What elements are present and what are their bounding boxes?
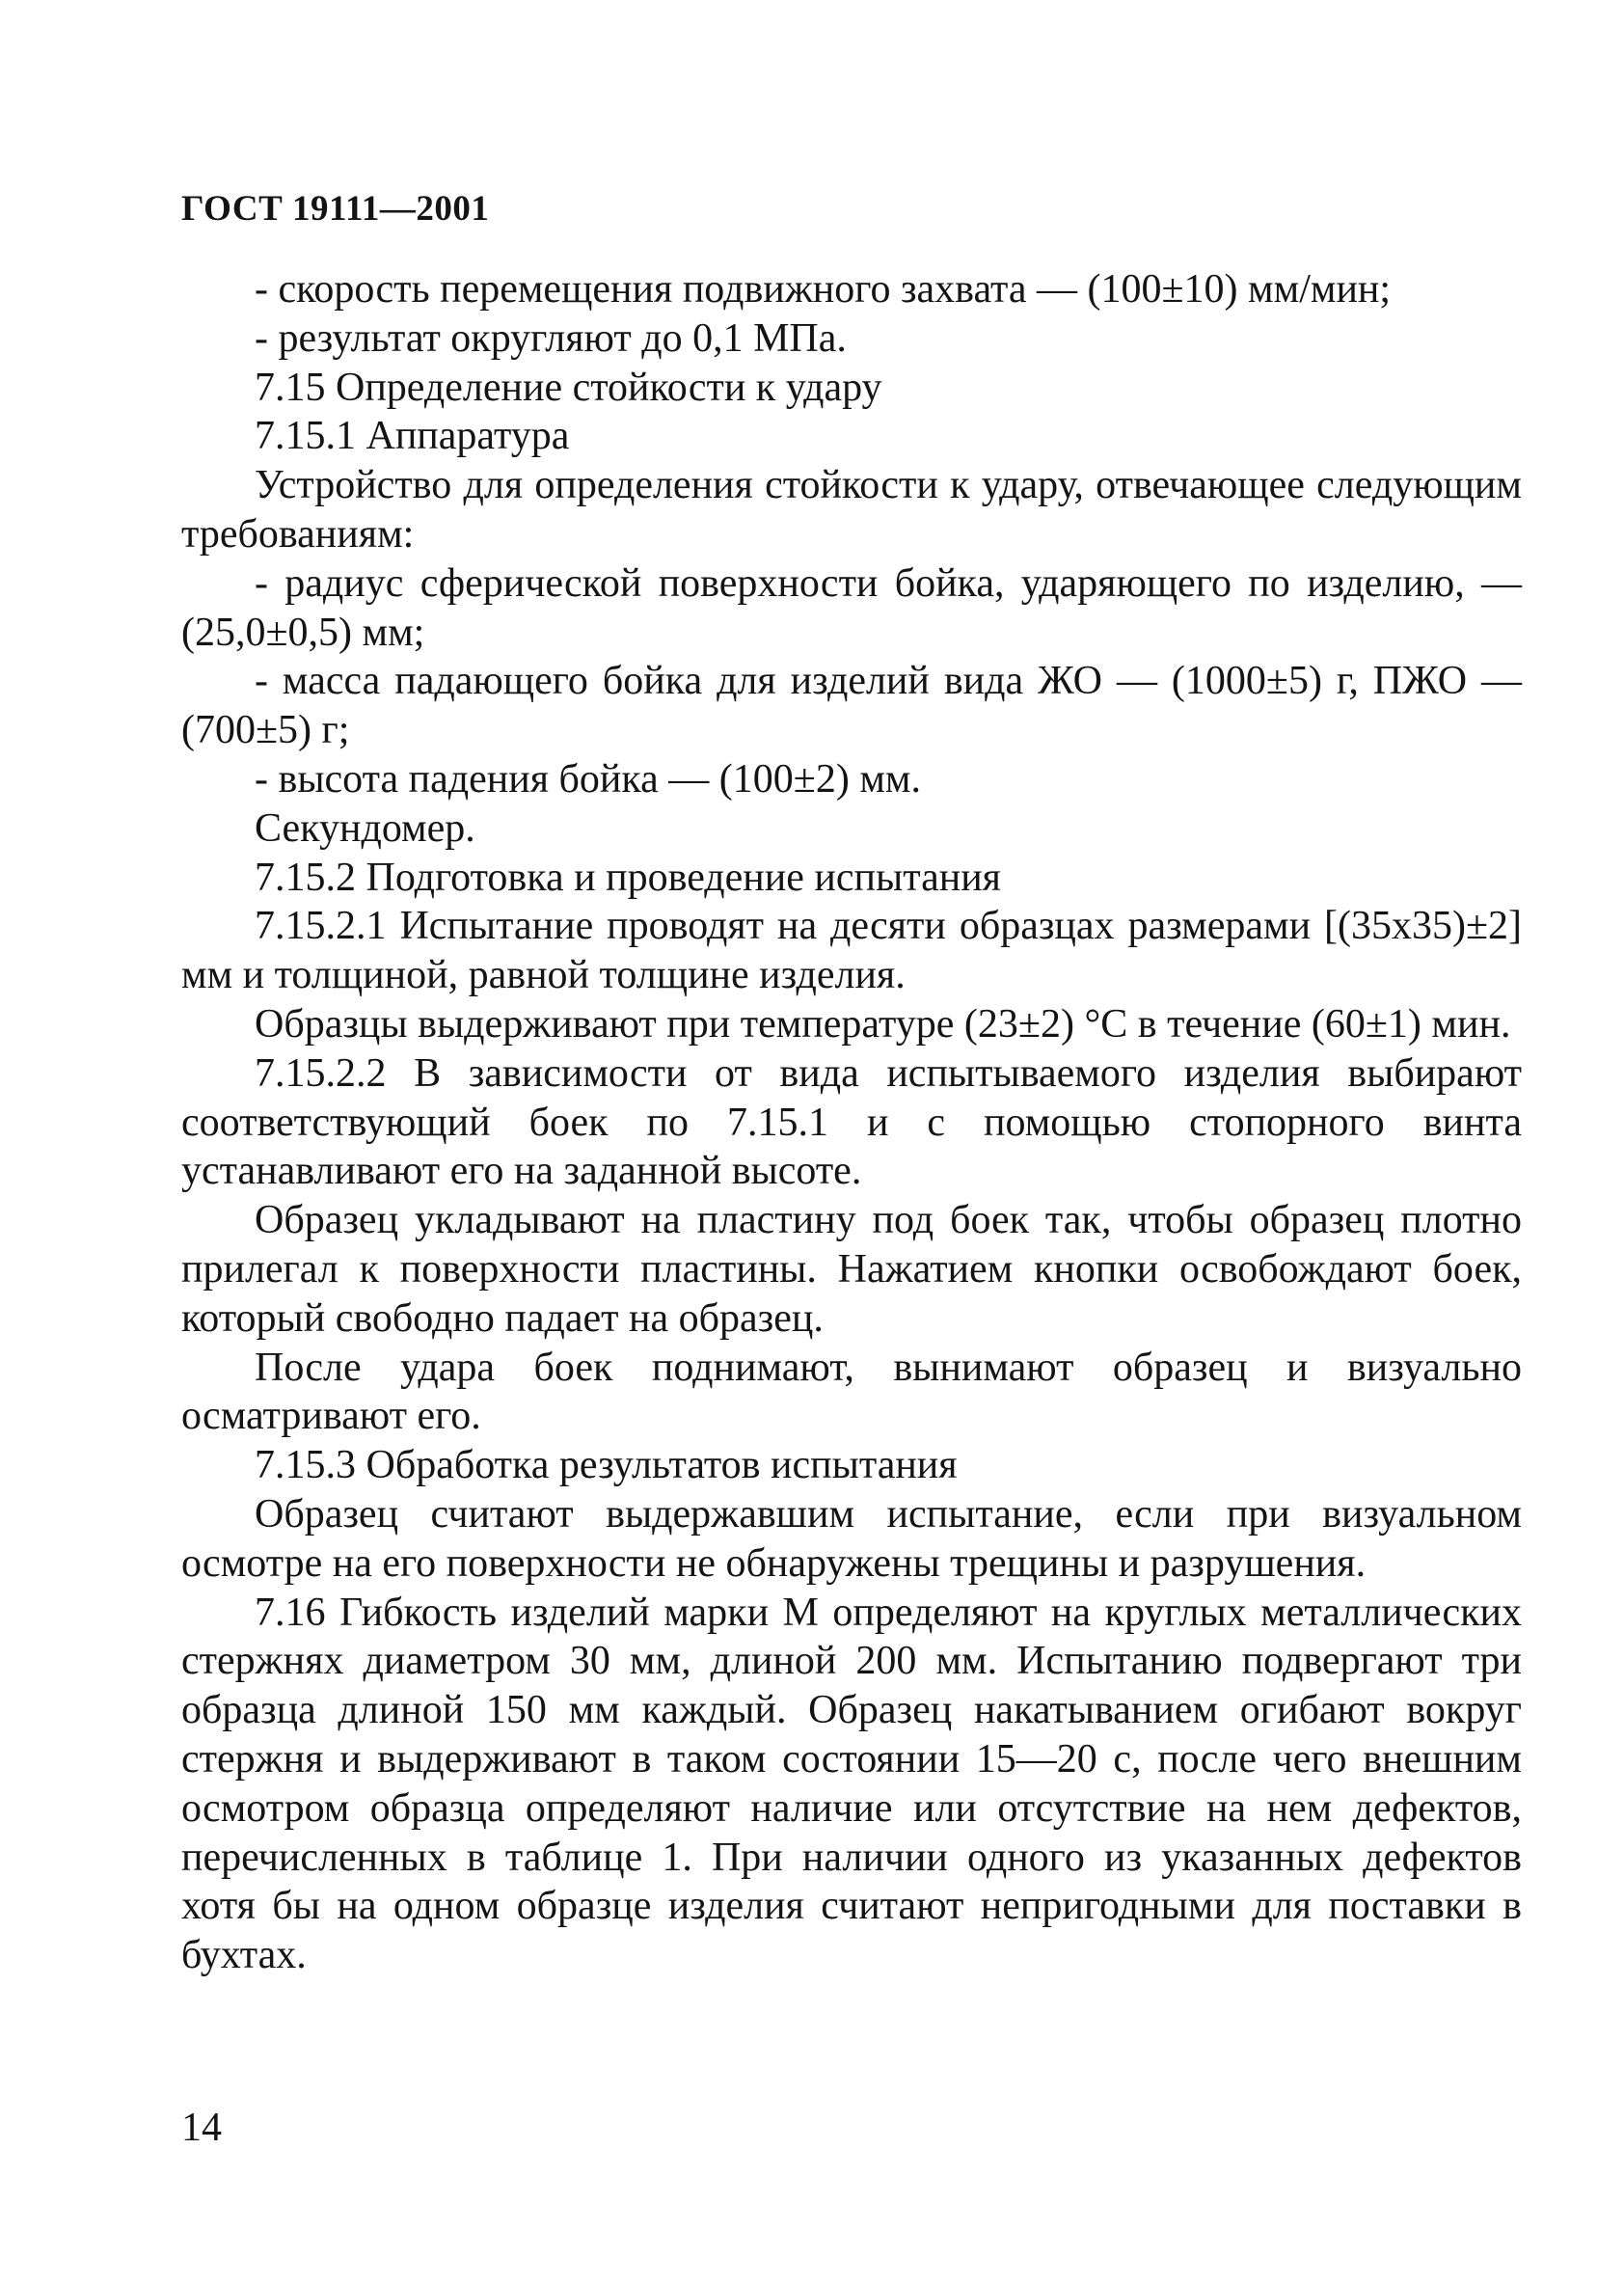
paragraph: - радиус сферической поверхности бойка, ударяющего по изделию, — (25,0±0,5) мм;	[181, 560, 1522, 655]
paragraph: 7.15.2.1 Испытание проводят на десяти образцах размерами [(35x35)±2] мм и толщиной, равной толщине изделия.	[181, 904, 1522, 998]
paragraph: Образец укладывают на пластину под боек так, чтобы образец плотно прилегал к поверхности пластины. Нажатием кнопки освобождают боек, который свободно падает на образец.	[181, 1198, 1522, 1341]
paragraph: - высота падения бойка — (100±2) мм.	[255, 756, 921, 802]
paragraph: Устройство для определения стойкости к удару, отвечающее следующим требованиям:	[181, 463, 1522, 557]
paragraph: - скорость перемещения подвижного захвата — (100±10) мм/мин;	[255, 267, 1392, 312]
paragraph: 7.16 Гибкость изделий марки М определяют на круглых металлических стержнях диаметром 30 мм, длиной 200 мм. Испытанию подвергают три образца длиной 150 мм каждый. Образец накатыванием огибают вокруг стержня и выдерживают в таком состоянии 15—20 с, после чего внешним осмотром образца определяют наличие или отсутствие на нем дефектов, перечисленных в таблице 1. При наличии одного из указанных дефектов хотя бы на одном образце изделия считают непригодными для поставки в бухтах.	[181, 1590, 1522, 1978]
document-body	[181, 265, 1522, 1980]
paragraph: 7.15.2.2 В зависимости от вида испытываемого изделия выбирают соответствующий боек по 7.15.1 и с помощью стопорного винта устанавливают его на заданной высоте.	[181, 1050, 1522, 1194]
paragraph: - результат округляют до 0,1 МПа.	[255, 315, 847, 361]
page-number: 14	[181, 2106, 222, 2150]
paragraph: - масса падающего бойка для изделий вида ЖО — (1000±5) г, ПЖО — (700±5) г;	[181, 659, 1522, 753]
section-heading: 7.15.3 Обработка результатов испытания	[255, 1443, 958, 1488]
paragraph: После удара боек поднимают, вынимают образец и визуально осматривают его.	[181, 1345, 1522, 1439]
paragraph: Образец считают выдержавшим испытание, если при визуальном осмотре на его поверхности не обнаружены трещины и разрушения.	[181, 1491, 1522, 1586]
paragraph: Секундомер.	[255, 805, 475, 851]
section-heading: 7.15.2 Подготовка и проведение испытания	[255, 855, 1001, 900]
section-heading: 7.15 Определение стойкости к удару	[255, 365, 882, 410]
section-heading: 7.15.1 Аппаратура	[255, 414, 570, 459]
document-header: ГОСТ 19111—2001	[181, 189, 490, 229]
paragraph: Образцы выдерживают при температуре (23±2) °С в течение (60±1) мин.	[255, 1001, 1511, 1047]
